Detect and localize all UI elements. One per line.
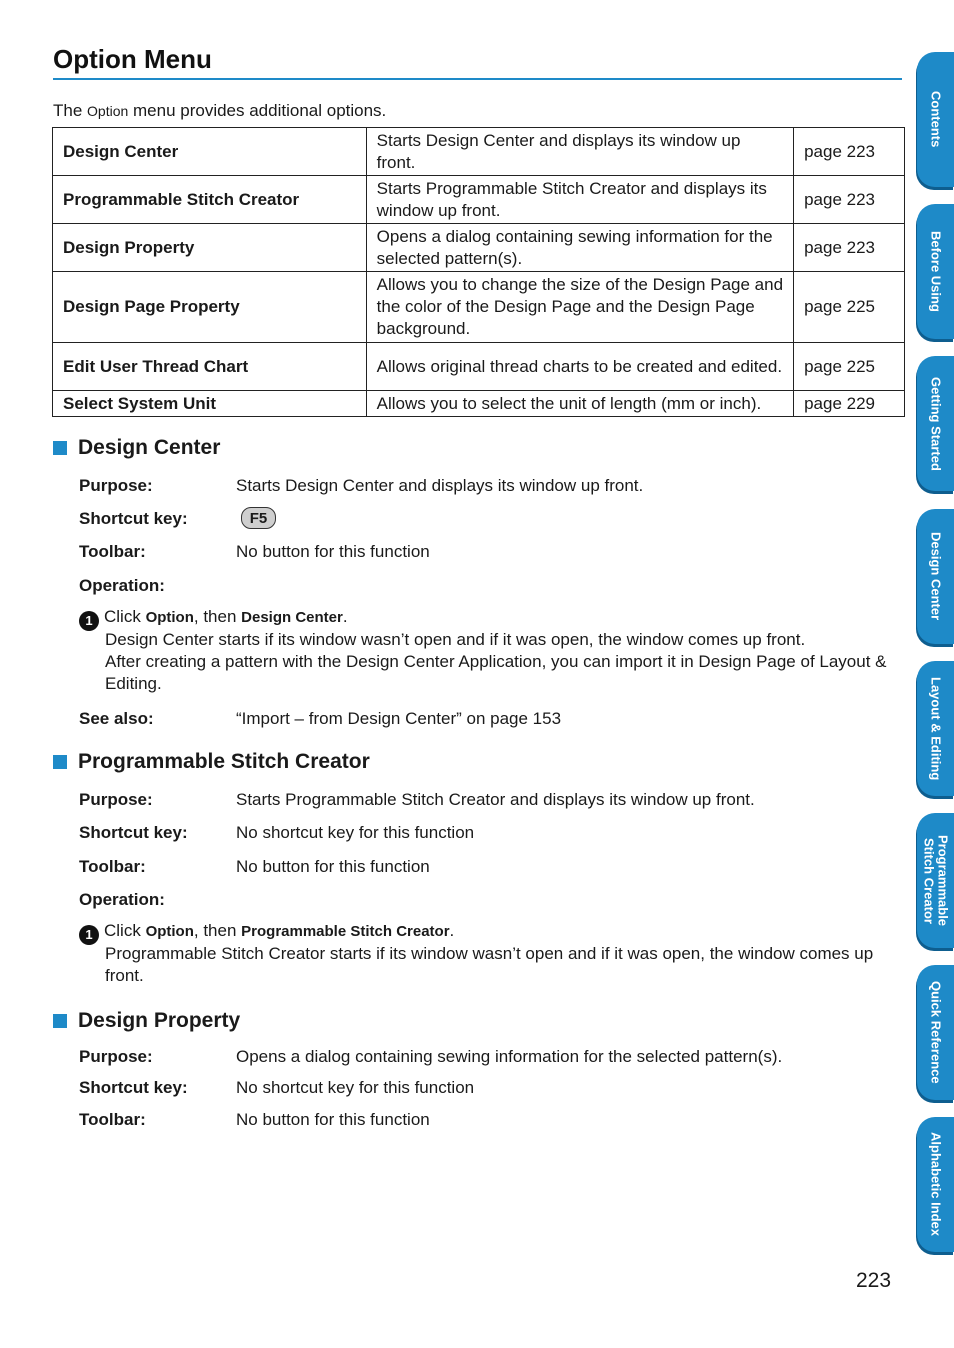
step-text: . — [342, 607, 348, 626]
tab-label: Contents — [928, 91, 944, 148]
tab-label: Programmable Stitch Creator — [921, 834, 951, 927]
step-menu-option: Option — [145, 609, 194, 626]
table-cell-description: Allows original thread charts to be created and edited. — [366, 343, 793, 391]
operation-label: Operation: — [79, 576, 165, 595]
tab-quick-reference[interactable] — [917, 965, 954, 1100]
table-row — [53, 391, 905, 417]
purpose-label: Purpose: — [79, 476, 153, 495]
tab-label: Before Using — [928, 231, 944, 312]
step-description: After creating a pattern with the Design Center Application, you can import it in Design Page of Layout & Editing. — [105, 652, 887, 693]
intro-text — [53, 101, 386, 121]
shortcut-label: Shortcut key: — [79, 509, 188, 528]
toolbar-label: Toolbar: — [79, 857, 146, 876]
intro-post: menu provides additional options. — [128, 101, 387, 120]
title-rule — [53, 78, 902, 80]
step-description: Design Center starts if its window wasn’t open and if it was open, the window comes up front. — [105, 630, 806, 649]
table-cell-page[interactable]: page 229 — [794, 391, 905, 417]
table-cell-page[interactable]: page 223 — [794, 176, 905, 224]
table-cell-name: Design Page Property — [53, 272, 367, 343]
operation-label: Operation: — [79, 890, 165, 909]
page-number: 223 — [856, 1269, 892, 1292]
tab-label: Quick Reference — [928, 981, 944, 1084]
table-row — [53, 224, 905, 272]
shortcut-label: Shortcut key: — [79, 823, 188, 842]
shortcut-value: No shortcut key for this function — [236, 823, 475, 842]
step-number-icon: 1 — [79, 611, 99, 631]
table-row — [53, 128, 905, 176]
f5-key-icon: F5 — [241, 507, 276, 529]
table-cell-page[interactable]: page 223 — [794, 224, 905, 272]
table-cell-name: Design Center — [53, 128, 367, 176]
purpose-label: Purpose: — [79, 790, 153, 809]
table-cell-description: Starts Programmable Stitch Creator and displays its window up front. — [366, 176, 793, 224]
operation-step — [79, 920, 454, 945]
table-cell-name: Programmable Stitch Creator — [53, 176, 367, 224]
purpose-value: Starts Programmable Stitch Creator and displays its window up front. — [236, 790, 755, 809]
tab-alphabetic-index[interactable] — [917, 1117, 954, 1252]
table-row — [53, 343, 905, 391]
section-heading-text: Design Property — [78, 1009, 241, 1032]
side-tab-nav — [917, 0, 954, 1348]
square-bullet-icon — [53, 441, 67, 455]
step-text: . — [449, 921, 455, 940]
step-text: , then — [193, 921, 242, 940]
table-cell-name: Edit User Thread Chart — [53, 343, 367, 391]
intro-menu-name: Option — [87, 103, 129, 119]
table-cell-page[interactable]: page 223 — [794, 128, 905, 176]
square-bullet-icon — [53, 755, 67, 769]
step-text: , then — [193, 607, 242, 626]
toolbar-label: Toolbar: — [79, 1110, 146, 1129]
operation-step — [79, 606, 348, 631]
section-heading-programmable-stitch-creator — [53, 750, 370, 774]
square-bullet-icon — [53, 1014, 67, 1028]
see-also-link[interactable]: “Import – from Design Center” on page 153 — [236, 709, 562, 728]
tab-label: Layout & Editing — [928, 676, 944, 781]
toolbar-label: Toolbar: — [79, 542, 146, 561]
step-menu-option: Option — [145, 923, 194, 940]
section-heading-text: Programmable Stitch Creator — [78, 750, 370, 773]
tab-design-center[interactable] — [917, 509, 954, 644]
purpose-label: Purpose: — [79, 1047, 153, 1066]
table-cell-description: Starts Design Center and displays its window up front. — [366, 128, 793, 176]
see-also-label: See also: — [79, 709, 154, 728]
intro-pre: The — [53, 101, 88, 120]
section-heading-text: Design Center — [78, 436, 221, 459]
tab-contents[interactable] — [917, 52, 954, 187]
table-cell-name: Select System Unit — [53, 391, 367, 417]
tab-before-using[interactable] — [917, 204, 954, 339]
section-heading-design-property — [53, 1009, 240, 1033]
table-cell-name: Design Property — [53, 224, 367, 272]
shortcut-value: No shortcut key for this function — [236, 1078, 475, 1097]
table-cell-description: Opens a dialog containing sewing information for the selected pattern(s). — [366, 224, 793, 272]
tab-getting-started[interactable] — [917, 356, 954, 491]
shortcut-label: Shortcut key: — [79, 1078, 188, 1097]
table-cell-description: Allows you to change the size of the Design Page and the color of the Design Page and the Design Page background. — [366, 272, 793, 343]
tab-label: Getting Started — [928, 376, 944, 471]
table-cell-page[interactable]: page 225 — [794, 343, 905, 391]
toolbar-value: No button for this function — [236, 1110, 430, 1129]
toolbar-value: No button for this function — [236, 542, 430, 561]
table-row — [53, 176, 905, 224]
purpose-value: Opens a dialog containing sewing information for the selected pattern(s). — [236, 1047, 783, 1066]
option-menu-table — [52, 127, 905, 417]
table-row — [53, 272, 905, 343]
tab-layout-editing[interactable] — [917, 661, 954, 796]
tab-label: Alphabetic Index — [928, 1132, 944, 1237]
step-number-icon: 1 — [79, 925, 99, 945]
page-title: Option Menu — [53, 44, 212, 74]
table-cell-page[interactable]: page 225 — [794, 272, 905, 343]
step-description: Programmable Stitch Creator starts if its window wasn’t open and if it was open, the window comes up front. — [105, 944, 874, 985]
step-menu-item: Programmable Stitch Creator — [241, 923, 450, 940]
step-text: Click — [104, 921, 146, 940]
purpose-value: Starts Design Center and displays its window up front. — [236, 476, 644, 495]
tab-label: Design Center — [928, 532, 944, 621]
step-text: Click — [104, 607, 146, 626]
tab-programmable-stitch-creator[interactable] — [917, 813, 954, 948]
toolbar-value: No button for this function — [236, 857, 430, 876]
step-menu-item: Design Center — [241, 609, 343, 626]
table-cell-description: Allows you to select the unit of length (mm or inch). — [366, 391, 793, 417]
section-heading-design-center — [53, 436, 220, 460]
